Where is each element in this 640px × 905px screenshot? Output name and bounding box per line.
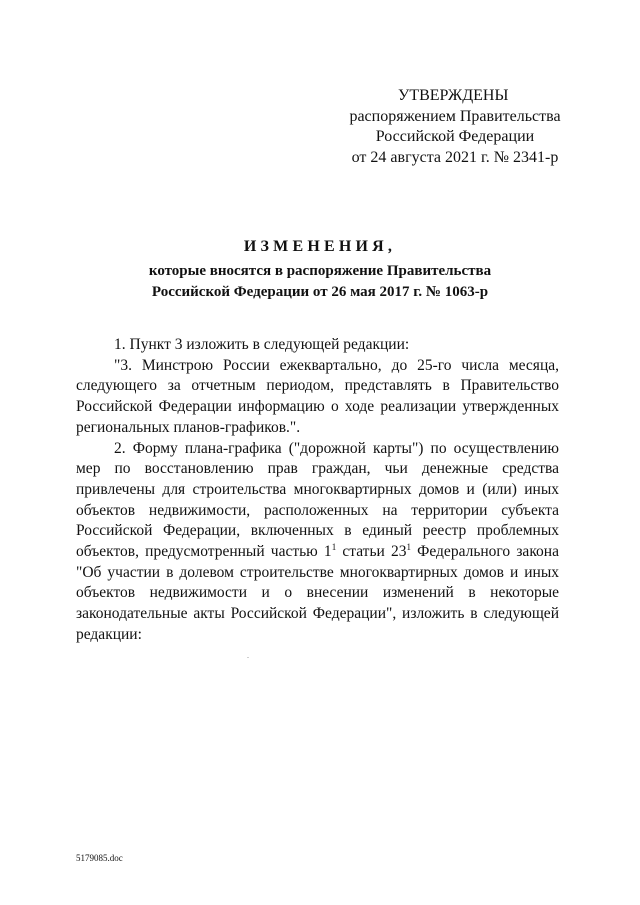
subtitle-line-2: Российской Федерации от 26 мая 2017 г. № 1063-р xyxy=(151,283,489,300)
document-subtitle xyxy=(0,261,640,302)
paragraph-3-part-1: 2. Форму плана-графика ("дорожной карты") по осуществлению мер по восстановлению прав граждан, чьи денежные средства привлечены для строительства многоквартирных домов и (или) иных объектов недвижимости, расположенных на территории субъекта Российской Федерации, включенных в единый реестр проблемных объектов, предусмотренный частью 1 xyxy=(76,439,559,561)
paragraph-3 xyxy=(76,439,559,646)
approval-date-number: от 24 августа 2021 г. № 2341-р xyxy=(351,148,559,166)
approval-stamp xyxy=(300,86,610,168)
superscript-article-number: 1 xyxy=(406,542,411,553)
paragraph-3-part-2: статьи 23 xyxy=(336,543,407,561)
document-title: ИЗМЕНЕНИЯ, xyxy=(243,238,397,255)
approved-label: УТВЕРЖДЕНЫ xyxy=(398,87,509,104)
paragraph-2: "3. Минстрою России ежеквартально, до 25-го числа месяца, следующего за отчетным периодом, представлять в Правительство Российской Федерации информацию о ходе реализации утвержденных региональных планов-графиков.". xyxy=(76,356,559,436)
approval-authority: распоряжением Правительства xyxy=(349,107,561,125)
paragraph-3-part-3: Федерального закона "Об участии в долевом строительстве многоквартирных домов и иных объектов недвижимости и о внесении изменений в некоторые законодательные акты Российской Федерации", изложить в следующей редакции: xyxy=(76,543,559,643)
approval-country: Российской Федерации xyxy=(375,128,535,145)
scan-speck xyxy=(247,657,249,658)
document-body xyxy=(76,335,559,646)
paragraph-1: 1. Пункт 3 изложить в следующей редакции: xyxy=(114,336,410,353)
subtitle-line-1: которые вносятся в распоряжение Правительства xyxy=(148,263,492,279)
superscript-part-number: 1 xyxy=(331,542,337,553)
footer-doc-id: 5179085.doc xyxy=(76,853,123,863)
